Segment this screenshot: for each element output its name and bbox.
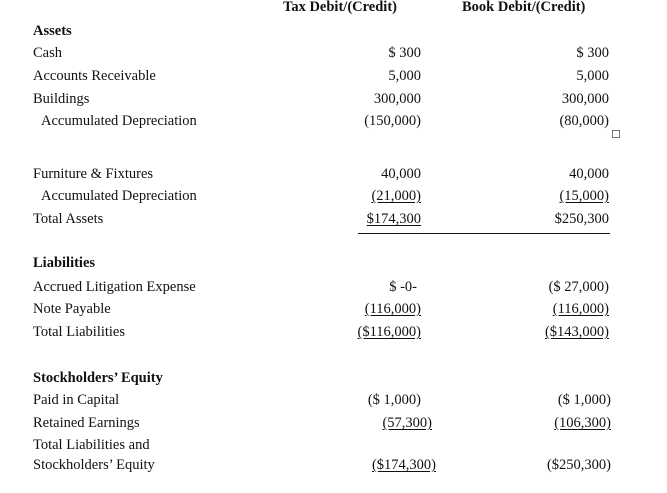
paid-in-capital-book-value: ($ 1,000)	[557, 392, 611, 408]
assets-heading: Assets	[33, 23, 72, 39]
row-label-total-assets: Total Assets	[33, 211, 104, 227]
retained-earnings-book-value: (106,300)	[554, 415, 611, 431]
accrued-litigation-tax-value: $ -0-	[389, 279, 417, 295]
row-label-furniture-fixtures: Furniture & Fixtures	[33, 166, 154, 182]
row-label-total-liabilities: Total Liabilities	[33, 324, 126, 340]
total-assets-tax-value: $174,300	[366, 211, 421, 227]
accum-dep-buildings-tax-value: (150,000)	[364, 113, 421, 129]
total-liabilities-book-value: ($143,000)	[544, 324, 609, 340]
row-label-accumulated-depreciation-buildings: Accumulated Depreciation	[41, 113, 197, 129]
paid-in-capital-tax-value: ($ 1,000)	[367, 392, 421, 408]
liabilities-heading: Liabilities	[33, 255, 96, 271]
row-label-accrued-litigation-expense: Accrued Litigation Expense	[33, 279, 196, 295]
note-payable-book-value: (116,000)	[552, 301, 609, 317]
retained-earnings-tax-value: (57,300)	[382, 415, 432, 431]
row-label-note-payable: Note Payable	[33, 301, 111, 317]
accounts-receivable-book-value: 5,000	[576, 68, 609, 84]
total-liab-equity-book-value: ($250,300)	[546, 457, 611, 473]
accounts-receivable-tax-value: 5,000	[388, 68, 421, 84]
row-label-retained-earnings: Retained Earnings	[33, 415, 140, 431]
furniture-tax-value: 40,000	[381, 166, 421, 182]
row-label-paid-in-capital: Paid in Capital	[33, 392, 120, 408]
tax-column-header: Tax Debit/(Credit)	[283, 0, 397, 15]
total-assets-book-value: $250,300	[554, 211, 609, 227]
furniture-book-value: 40,000	[569, 166, 609, 182]
accrued-litigation-book-value: ($ 27,000)	[548, 279, 609, 295]
accum-dep-furniture-tax-value: (21,000)	[371, 188, 421, 204]
row-label-buildings: Buildings	[33, 91, 90, 107]
note-payable-tax-value: (116,000)	[364, 301, 421, 317]
equity-heading: Stockholders’ Equity	[33, 370, 163, 386]
row-label-stockholders-equity: Stockholders’ Equity	[33, 457, 155, 473]
row-label-total-liabilities-and: Total Liabilities and	[33, 437, 150, 453]
accum-dep-buildings-book-value: (80,000)	[559, 113, 609, 129]
row-label-cash: Cash	[33, 45, 62, 61]
buildings-book-value: 300,000	[561, 91, 609, 107]
cash-tax-value: $ 300	[388, 45, 421, 61]
cash-book-value: $ 300	[576, 45, 609, 61]
row-label-accumulated-depreciation-furniture: Accumulated Depreciation	[41, 188, 197, 204]
accum-dep-furniture-book-value: (15,000)	[559, 188, 609, 204]
book-column-header: Book Debit/(Credit)	[462, 0, 586, 15]
total-liab-equity-tax-value: ($174,300)	[371, 457, 436, 473]
total-assets-rule	[358, 233, 610, 234]
row-label-accounts-receivable: Accounts Receivable	[33, 68, 156, 84]
total-liabilities-tax-value: ($116,000)	[357, 324, 421, 340]
buildings-tax-value: 300,000	[373, 91, 421, 107]
checkbox-square-icon	[612, 130, 620, 138]
